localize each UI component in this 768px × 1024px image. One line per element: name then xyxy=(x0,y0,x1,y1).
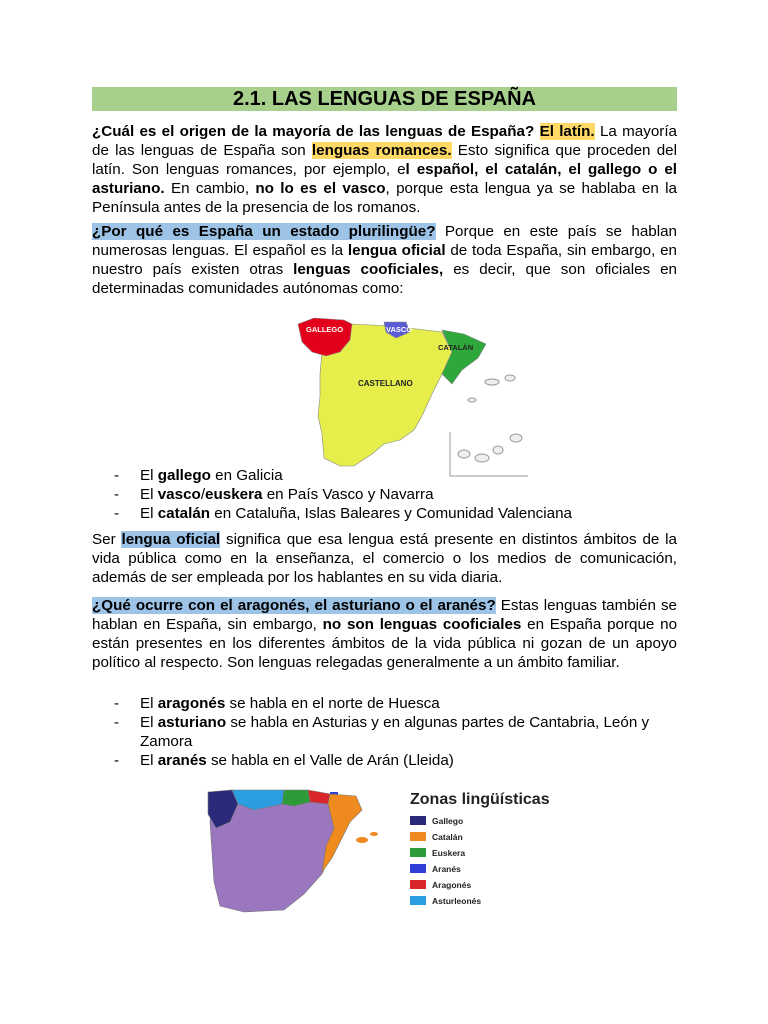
legend-label-aragones: Aragonés xyxy=(432,880,472,890)
canary-island xyxy=(475,454,489,462)
list-cooficial xyxy=(112,466,677,523)
term-examples: l español, el catalán, el gallego o el asturiano. xyxy=(92,161,677,197)
map-cooficial-languages xyxy=(292,304,532,479)
legend-label-catalan: Catalán xyxy=(432,832,463,842)
legend-label-aranes: Aranés xyxy=(432,864,461,874)
text: Porque en este país se hablan numerosas lenguas. El español es la xyxy=(92,223,678,259)
list-item: - El aranés se habla en el Valle de Arán (Lleida) xyxy=(112,751,677,770)
text: en España porque no están presentes en los diferentes ámbitos de la vida pública ni gozan de un apoyo político al respecto. Son lenguas relegadas generalmente a un ámbito familiar. xyxy=(92,616,678,671)
balearic-island xyxy=(505,375,515,381)
legend-swatch-gallego xyxy=(410,816,426,825)
page-title: 2.1. LAS LENGUAS DE ESPAÑA xyxy=(232,88,537,110)
term-romance-languages: lenguas romances. xyxy=(311,142,452,159)
label-catalan: CATALÁN xyxy=(438,343,474,352)
balearic-island xyxy=(485,379,499,385)
canary-island xyxy=(458,450,470,458)
answer-latin: El latín. xyxy=(539,123,595,140)
paragraph-minor-languages xyxy=(92,596,677,672)
legend-label-euskera: Euskera xyxy=(432,848,466,858)
legend-swatch-euskera xyxy=(410,848,426,857)
paragraph-plurilingual xyxy=(92,222,677,298)
label-gallego: GALLEGO xyxy=(306,325,344,334)
map-linguistic-zones xyxy=(204,782,556,914)
text: Ser xyxy=(92,531,122,548)
label-vasco: VASCO xyxy=(386,325,413,334)
text: En cambio, xyxy=(164,180,256,197)
legend-label-asturleones: Asturleonés xyxy=(432,896,482,906)
legend-label-gallego: Gallego xyxy=(432,816,464,826)
text: Estas lenguas también se hablan en España, sin embargo, xyxy=(92,597,677,633)
list-minor xyxy=(112,694,677,770)
list-item: - El asturiano se habla en Asturias y en algunas partes de Cantabria, León y Zamora xyxy=(112,713,677,751)
list-item: - El aragonés se habla en el norte de Huesca xyxy=(112,694,677,713)
term-official-language: lengua oficial xyxy=(347,242,446,259)
text: es decir, que son oficiales en determinadas comunidades autónomas como: xyxy=(92,261,677,297)
text: , porque esta lengua ya se hablaba en la Península antes de la presencia de los romanos. xyxy=(92,180,677,216)
text: Esto significa que proceden del latín. Son lenguas romances, por ejemplo, e xyxy=(92,142,678,178)
balearic-island xyxy=(468,398,476,402)
term-not-cooficial: no son lenguas cooficiales xyxy=(322,616,522,633)
question-minor-languages: ¿Qué ocurre con el aragonés, el asturiano o el aranés? xyxy=(92,597,496,614)
text: La mayoría de las lenguas de España son xyxy=(92,123,677,159)
zone-catalan-island xyxy=(356,837,368,843)
question-origin: ¿Cuál es el origen de la mayoría de las lenguas de España? xyxy=(92,123,535,140)
term-official-language-hl: lengua oficial xyxy=(121,531,221,548)
legend-swatch-catalan xyxy=(410,832,426,841)
canary-island xyxy=(493,446,503,454)
term-not-basque: no lo es el vasco xyxy=(255,180,386,197)
list-item: - El vasco/euskera en País Vasco y Navarra xyxy=(112,485,677,504)
term-co-official: lenguas cooficiales, xyxy=(293,261,444,278)
list-item: - El gallego en Galicia xyxy=(112,466,677,485)
title-bar xyxy=(92,87,677,111)
question-plurilingual: ¿Por qué es España un estado plurilingüe? xyxy=(92,223,436,240)
text: de toda España, sin embargo, en nuestro país existen otras xyxy=(92,242,678,278)
zone-catalan-island xyxy=(370,832,378,836)
label-castellano: CASTELLANO xyxy=(358,379,413,388)
legend-swatch-aranes xyxy=(410,864,426,873)
zone-aragones xyxy=(308,790,330,804)
paragraph-official-definition xyxy=(92,530,677,587)
legend-swatch-aragones xyxy=(410,880,426,889)
legend-swatch-asturleones xyxy=(410,896,426,905)
paragraph-origin xyxy=(92,122,677,217)
zones-title: Zonas lingüísticas xyxy=(410,791,550,808)
text: significa que esa lengua está presente en distintos ámbitos de la vida pública como en la enseñanza, el comercio o los medios de comunicación, además de ser empleada por los hablantes en su vida diaria. xyxy=(92,531,677,586)
list-item: - El catalán en Cataluña, Islas Baleares y Comunidad Valenciana xyxy=(112,504,677,523)
canary-island xyxy=(510,434,522,442)
zones-legend xyxy=(410,816,481,906)
